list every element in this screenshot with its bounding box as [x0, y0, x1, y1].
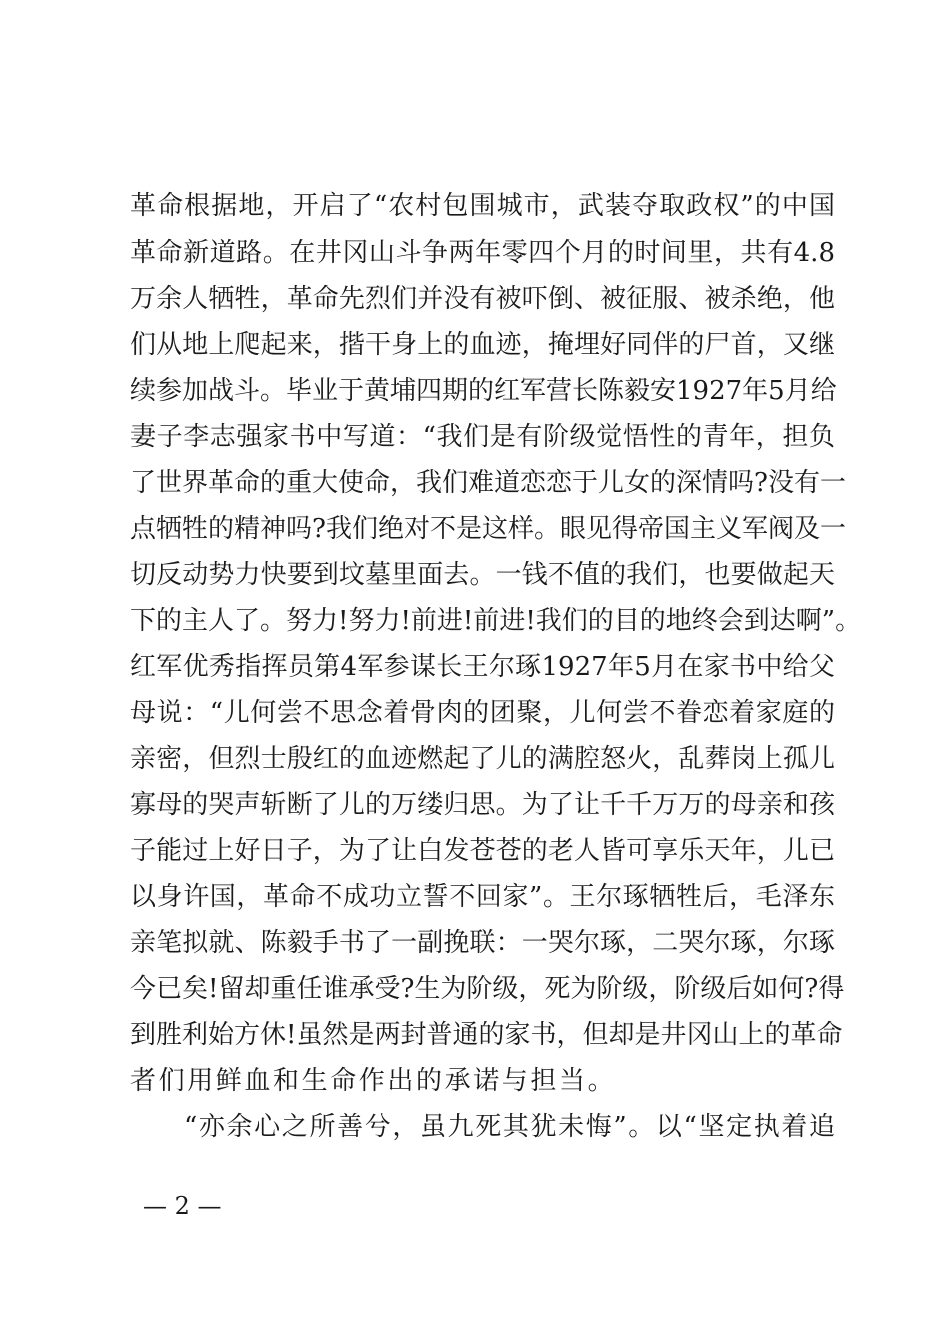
text-line: 们从地上爬起来，揩干身上的血迹，掩埋好同伴的尸首，又继: [130, 330, 835, 360]
text-line: 红军优秀指挥员第4军参谋长王尔琢1927年5月在家书中给父: [130, 652, 835, 682]
text-line: 下的主人了。努力!努力!前进!前进!我们的目的地终会到达啊”。: [130, 606, 862, 636]
text-line: 切反动势力快要到坟墓里面去。一钱不值的我们，也要做起天: [130, 560, 835, 590]
text-line: 到胜利始方休!虽然是两封普通的家书，但却是井冈山上的革命: [130, 1020, 843, 1050]
text-line: 妻子李志强家书中写道：“我们是有阶级觉悟性的青年，担负: [130, 422, 835, 452]
text-line: 者们用鲜血和生命作出的承诺与担当。: [130, 1066, 617, 1096]
text-line: 子能过上好日子，为了让白发苍苍的老人皆可享乐天年，儿已: [130, 836, 835, 866]
text-line: 万余人牺牲，革命先烈们并没有被吓倒、被征服、被杀绝，他: [130, 284, 835, 314]
text-line: 亲笔拟就、陈毅手书了一副挽联：一哭尔琢，二哭尔琢，尔琢: [130, 928, 835, 958]
text-line-indented: “亦余心之所善兮，虽九死其犹未悔”。以“坚定执着追: [184, 1112, 835, 1142]
text-line: 今已矣!留却重任谁承受?生为阶级，死为阶级，阶级后如何?得: [130, 974, 845, 1004]
text-line: 寡母的哭声斩断了儿的万缕归思。为了让千千万万的母亲和孩: [130, 790, 835, 820]
text-line: 点牺牲的精神吗?我们绝对不是这样。眼见得帝国主义军阀及一: [130, 514, 846, 544]
text-line: 了世界革命的重大使命，我们难道恋恋于儿女的深情吗?没有一: [130, 468, 846, 498]
text-line: 革命新道路。在井冈山斗争两年零四个月的时间里，共有4.8: [130, 238, 835, 268]
text-line: 续参加战斗。毕业于黄埔四期的红军营长陈毅安1927年5月给: [130, 376, 837, 406]
text-line: 革命根据地，开启了“农村包围城市，武装夺取政权”的中国: [130, 191, 835, 221]
text-line: 母说：“儿何尝不思念着骨肉的团聚，儿何尝不眷恋着家庭的: [130, 698, 835, 728]
text-line: 以身许国，革命不成功立誓不回家”。王尔琢牺牲后，毛泽东: [130, 882, 835, 912]
page-number: — 2 —: [143, 1192, 222, 1220]
text-line: 亲密，但烈士殷红的血迹燃起了儿的满腔怒火，乱葬岗上孤儿: [130, 744, 835, 774]
